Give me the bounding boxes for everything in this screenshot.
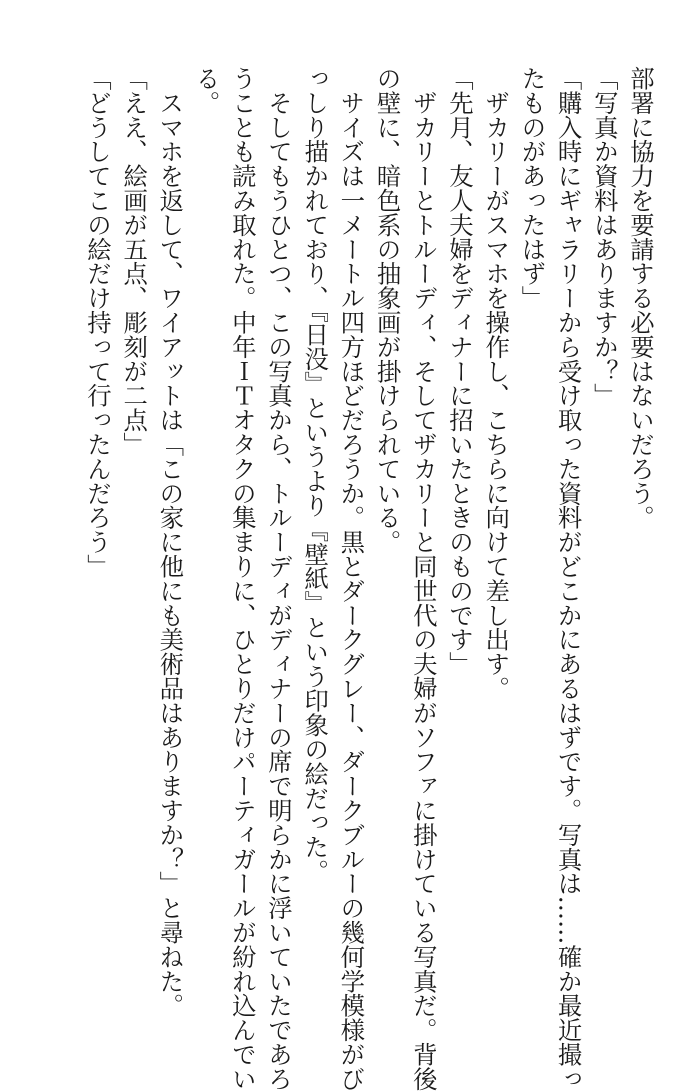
text-line: ザカリーがスマホを操作し、こちらに向けて差し出す。 [481, 66, 511, 701]
text-line: る。 [191, 66, 221, 115]
text-line: 「どうしてこの絵だけ持って行ったんだろう」 [82, 66, 112, 579]
text-line: 「購入時にギャラリーから受け取った資料がどこかにあるはずです。写真は……確か最近撮っ [553, 66, 583, 1091]
text-line: 「ええ、絵画が五点、彫刻が二点」 [119, 66, 149, 457]
text-line: サイズは一メートル四方ほどだろうか。黒とダークグレー、ダークブルーの幾何学模様がび [336, 66, 366, 1091]
text-line: そしてもうひとつ、この写真から、トルーディがディナーの席で明らかに浮いていたであろ [263, 66, 293, 1091]
text-line: うことも読み取れた。中年ＩＴオタクの集まりに、ひとりだけパーティガールが紛れ込んでい [227, 66, 257, 1091]
text-line: 部署に協力を要請する必要はないだろう。 [626, 66, 655, 530]
text-line: の壁に、暗色系の抽象画が掛けられている。 [372, 66, 402, 554]
text-line: たものがあったはず」 [517, 66, 547, 310]
text-line: 「写真か資料はありますか？」 [589, 66, 619, 408]
text-line: ザカリーとトルーディ、そしてザカリーと同世代の夫婦がソファに掛けている写真だ。背後 [408, 66, 438, 1091]
text-line: スマホを返して、ワイアットは「この家に他にも美術品はありますか？」と尋ねた。 [155, 66, 185, 1018]
text-line: 「先月、友人夫婦をディナーに招いたときのものです」 [444, 66, 474, 676]
vertical-text-body [79, 66, 658, 1091]
text-line: っしり描かれており、『日没』というより『壁紙』という印象の絵だった。 [300, 66, 330, 884]
